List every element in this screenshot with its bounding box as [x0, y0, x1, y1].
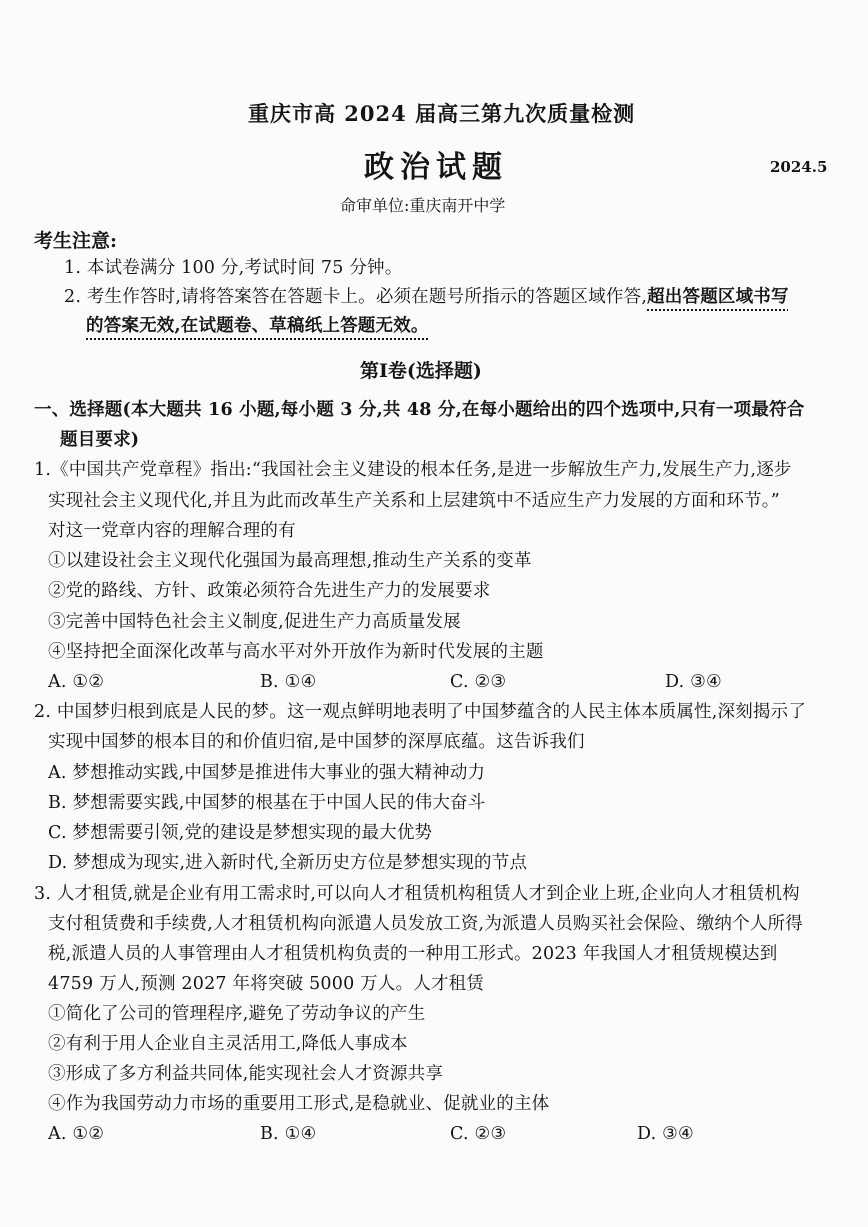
subject-title: 政治试题	[364, 150, 508, 185]
q3-options	[48, 1122, 694, 1146]
q3-stem-line-4: 4759 万人,预测 2027 年将突破 5000 万人。人才租赁	[48, 974, 485, 994]
q1-statement-1: ①以建设社会主义现代化强国为最高理想,推动生产关系的变革	[48, 551, 532, 571]
q1-stem-line-2: 实现社会主义现代化,并且为此而改革生产关系和上层建筑中不适应生产力发展的方面和环节。”	[48, 491, 780, 511]
q2-stem-line-2: 实现中国梦的根本目的和价值归宿,是中国梦的深厚底蕴。这告诉我们	[48, 732, 585, 752]
notice-item-2-text: 2. 考生作答时,请将答案答在答题卡上。必须在题号所指示的答题区域作答,	[64, 287, 648, 307]
q1-statement-2: ②党的路线、方针、政策必须符合先进生产力的发展要求	[48, 581, 491, 601]
section-instruction: 一、选择题(本大题共 16 小题,每小题 3 分,共 48 分,在每小题给出的四个选项中,只有一项最符合	[34, 400, 805, 420]
q2-option-d[interactable]: D. 梦想成为现实,进入新时代,全新历史方位是梦想实现的节点	[48, 853, 528, 873]
q2-option-c[interactable]: C. 梦想需要引领,党的建设是梦想实现的最大优势	[48, 823, 433, 843]
q3-option-d[interactable]: D. ③④	[637, 1124, 694, 1144]
setter-line: 命审单位:重庆南开中学	[340, 196, 506, 215]
q1-option-b[interactable]: B. ①④	[260, 672, 317, 692]
exam-date: 2024.5	[770, 158, 828, 176]
q1-options	[48, 670, 722, 694]
q3-stem-line-3: 税,派遣人员的人事管理由人才租赁机构负责的一种用工形式。2023 年我国人才租赁规模达到	[48, 944, 778, 964]
q3-stem-line-2: 支付租赁费和手续费,人才租赁机构向派遣人员发放工资,为派遣人员购买社会保险、缴纳个人所得	[48, 914, 803, 934]
notice-item-2	[64, 285, 789, 309]
notice-item-2-cont: 的答案无效,在试题卷、草稿纸上答题无效。	[86, 316, 429, 336]
q1-option-a[interactable]: A. ①②	[48, 672, 105, 692]
q1-option-c[interactable]: C. ②③	[450, 672, 507, 692]
q2-stem: 2. 中国梦归根到底是人民的梦。这一观点鲜明地表明了中国梦蕴含的人民主体本质属性,深刻揭示了	[34, 702, 807, 722]
q1-statement-3: ③完善中国特色社会主义制度,促进生产力高质量发展	[48, 612, 461, 632]
q1-stem: 1.《中国共产党章程》指出:“我国社会主义建设的根本任务,是进一步解放生产力,发展生产力,逐步	[34, 460, 792, 480]
q3-option-c[interactable]: C. ②③	[450, 1124, 507, 1144]
q3-statement-4: ④作为我国劳动力市场的重要用工形式,是稳就业、促就业的主体	[48, 1094, 550, 1114]
q1-stem-line-3: 对这一党章内容的理解合理的有	[48, 521, 296, 541]
notice-item-1: 1. 本试卷满分 100 分,考试时间 75 分钟。	[64, 258, 403, 278]
q2-option-a[interactable]: A. 梦想推动实践,中国梦是推进伟大事业的强大精神动力	[48, 763, 486, 783]
q1-statement-4: ④坚持把全面深化改革与高水平对外开放作为新时代发展的主题	[48, 642, 544, 662]
q3-option-b[interactable]: B. ①④	[260, 1124, 317, 1144]
exam-title: 重庆市高 2024 届高三第九次质量检测	[248, 101, 636, 126]
q2-option-b[interactable]: B. 梦想需要实践,中国梦的根基在于中国人民的伟大奋斗	[48, 793, 486, 813]
q3-statement-2: ②有利于用人企业自主灵活用工,降低人事成本	[48, 1034, 408, 1054]
notice-heading: 考生注意:	[34, 230, 118, 252]
q1-option-d[interactable]: D. ③④	[665, 672, 722, 692]
section-title: 第Ⅰ卷(选择题)	[360, 360, 482, 382]
section-instruction-cont: 题目要求)	[60, 430, 140, 450]
q3-option-a[interactable]: A. ①②	[48, 1124, 105, 1144]
q3-stem: 3. 人才租赁,就是企业有用工需求时,可以向人才租赁机构租赁人才到企业上班,企业向人才租赁机构	[34, 884, 800, 904]
notice-item-2-emphasis: 超出答题区域书写	[647, 287, 789, 307]
q3-statement-1: ①简化了公司的管理程序,避免了劳动争议的产生	[48, 1004, 426, 1024]
q3-statement-3: ③形成了多方利益共同体,能实现社会人才资源共享	[48, 1064, 444, 1084]
